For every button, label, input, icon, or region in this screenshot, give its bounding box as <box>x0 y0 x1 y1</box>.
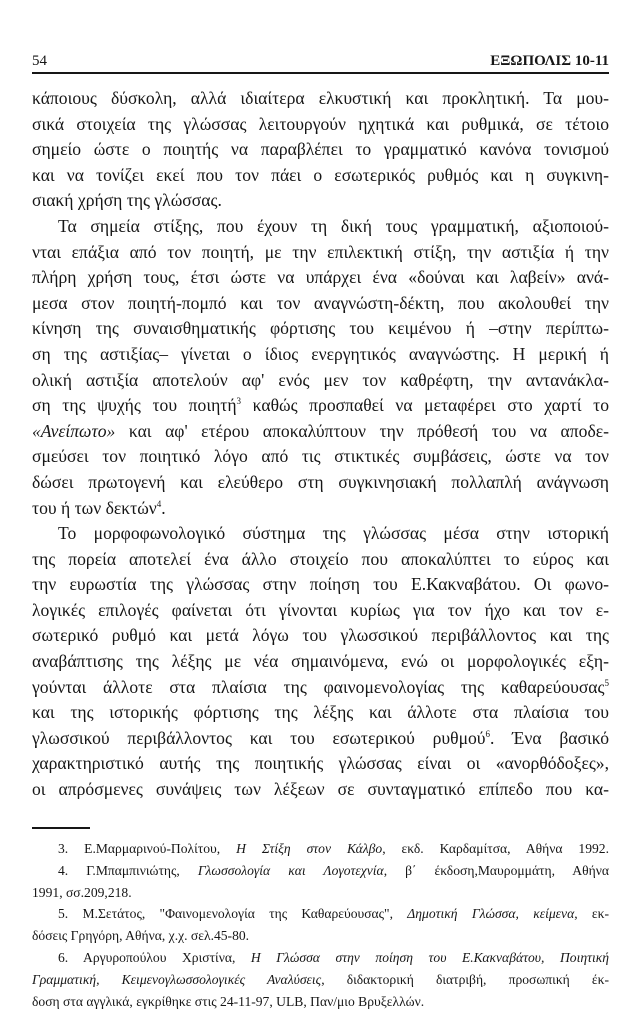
footnotes <box>32 838 609 1012</box>
text-line: Το μορφοφωνολογικό σύστημα της γλώσσας μέσα στην ιστορική <box>58 523 609 544</box>
text-run: ση της ψυχής του ποιητή <box>32 395 237 416</box>
text-line: μεσα στον ποιητή-πομπό και τον αναγνώστη-δέκτη, που ακολουθεί την <box>32 292 609 313</box>
running-header <box>32 52 609 74</box>
text-line: κάποιους δύσκολη, αλλά ιδιαίτερα ελκυστική και προκλητική. Τα μου- <box>32 88 609 108</box>
page-number: 54 <box>32 53 47 69</box>
text-run: 4. Γ.Μπαμπινιώτης, <box>58 862 198 878</box>
italic-title: Η Γλώσσα στην ποίηση του Ε.Κακναβάτου, Ποιητική <box>250 949 609 965</box>
footnote-line <box>32 903 609 925</box>
text-line: νται επάξια από τον ποιητή, με την επιλεκτική στίξη, την αστιξία ή την <box>32 241 609 262</box>
text-line: ολική αστιξία αποτελούν αφ' ενός μεν τον καθρέφτη, την αντανάκλα- <box>32 369 609 390</box>
text-line: και να τονίζει εκεί που τον πάει ο εσωτερικός ρυθμός και η συγκινη- <box>32 164 609 185</box>
footnote-ref: 3 <box>236 396 242 407</box>
text-run: και αφ' ετέρου αποκαλύπτουν την πρόθεσή του να αποδε- <box>115 420 609 441</box>
italic-title: Η Στίξη στον Κάλβο <box>236 841 383 856</box>
text-line: πλήρη χρήση τους, έτσι ώστε να υπάρχει ένα «δούναι και λαβείν» ανά- <box>32 267 609 288</box>
text-run: του ή των δεκτών <box>32 497 157 518</box>
footnote-line <box>32 860 609 882</box>
text-line: την ευρωστία της γλώσσας στην ποίηση του Ε.Κακναβάτου. Οι φωνο- <box>32 574 609 595</box>
text-run: , διδακτορική διατριβή, προσωπική έκ- <box>321 971 609 987</box>
text-run: , β΄ έκδοση,Μαυρομμάτη, Αθήνα <box>383 862 609 878</box>
footnote-line <box>32 969 609 991</box>
body-text <box>32 86 609 803</box>
text-line: κίνηση της συναισθηματικής φόρτισης του κειμένου ή –στην περίπτω- <box>32 318 609 339</box>
text-line: της πορεία αποτελεί ένα άλλο στοιχείο που αποκαλύπτει το εύρος και <box>32 548 609 569</box>
text-line: αναβάπτισης της λέξης με νέα σημαινόμενα, ενώ οι μορφολογικές εξη- <box>32 651 609 672</box>
text-run: γούνται άλλοτε στα πλαίσια της φαινομενολογίας της καθαρεύουσας <box>32 676 605 697</box>
text-line: σικά στοιχεία της γλώσσας λειτουργούν ηχητικά και ρυθμικά, σε τέτοιο <box>32 113 609 134</box>
text-run: 6. Αργυροπούλου Χριστίνα, <box>58 949 251 965</box>
text-line: οι απρόσμενες συνάψεις των λέξεων σε συνταγματικό επίπεδο που κα- <box>32 779 609 800</box>
footnote-line: δόσεις Γρηγόρη, Αθήνα, χ.χ. σελ.45-80. <box>32 928 250 944</box>
text-line <box>32 419 609 445</box>
footnote-ref: 6 <box>485 728 491 739</box>
footnote-line <box>32 947 609 969</box>
text-run: , εκ- <box>574 906 609 922</box>
journal-title: ΕΞΩΠΟΛΙΣ 10-11 <box>490 53 609 69</box>
text-line: λογικές επιλογές φαίνεται ότι γίνονται κυρίως για τον ήχο και τον ε- <box>32 599 609 620</box>
text-line <box>32 393 609 419</box>
text-line <box>32 496 609 522</box>
text-run: , εκδ. Καρδαμίτσα, Αθήνα 1992. <box>382 841 609 856</box>
italic-title: «Ανείπωτο» <box>32 420 116 441</box>
italic-title: Γλωσσολογία και Λογοτεχνία <box>197 862 384 878</box>
italic-title: Δημοτική Γλώσσα, κείμενα <box>407 906 575 922</box>
text-line: σιακή χρήση της γλώσσας. <box>32 190 222 211</box>
text-line: χαρακτηριστικό αυτής της ποιητικής γλώσσας είναι οι «ανορθόδοξες», <box>32 753 609 774</box>
text-run: . <box>161 497 166 518</box>
text-line: και της ιστορικής φόρτισης της λέξης και άλλοτε στα πλαίσια του <box>32 702 609 723</box>
text-line: σωτερικό ρυθμό και μετά λόγω του γλωσσικού περιβάλλοντος και της <box>32 625 609 646</box>
text-run: . Ένα βασικό <box>490 727 609 748</box>
text-run: καθώς προσπαθεί να μεταφέρει στο χαρτί το <box>241 395 609 416</box>
text-run: 5. Μ.Σετάτος, "Φαινομενολογία της Καθαρεύουσας", <box>58 906 408 922</box>
footnote-line: 1991, σσ.209,218. <box>32 884 132 900</box>
italic-title: Γραμματική, Κειμενογλωσσολογικές Αναλύσεις <box>32 971 322 987</box>
text-run: γλωσσικού περιβάλλοντος και του εσωτερικού ρυθμού <box>32 727 486 748</box>
text-line: δώσει πρωτογενή και ελεύθερο στη συγκινησιακή πολλαπλή ανάγνωση <box>32 471 609 492</box>
text-line: Τα σημεία στίξης, που έχουν τη δική τους γραμματική, αξιοποιού- <box>58 215 609 236</box>
footnote-divider <box>32 827 90 829</box>
text-line <box>32 726 609 752</box>
footnote-ref: 4 <box>156 498 162 509</box>
text-line <box>32 675 609 701</box>
footnote-line <box>32 838 609 860</box>
text-line: σημείο ώστε ο ποιητής να παραβλέπει το γραμματικό κανόνα τονισμού <box>32 139 609 160</box>
text-line: ση της αστιξίας– γίνεται ο ίδιος ενεργητικός αναγνώστης. Η μερική ή <box>32 343 609 364</box>
footnote-line: δοση στα αγγλικά, εγκρίθηκε στις 24-11-97, ULB, Παν/μιο Βρυξελλών. <box>32 993 425 1009</box>
footnote-ref: 5 <box>604 677 609 688</box>
text-line: σμεύσει τον ποιητικό λόγο από τις στικτικές συμβάσεις, ώστε να τον <box>32 446 609 467</box>
text-run: 3. Ε.Μαρμαρινού-Πολίτου, <box>58 841 237 856</box>
